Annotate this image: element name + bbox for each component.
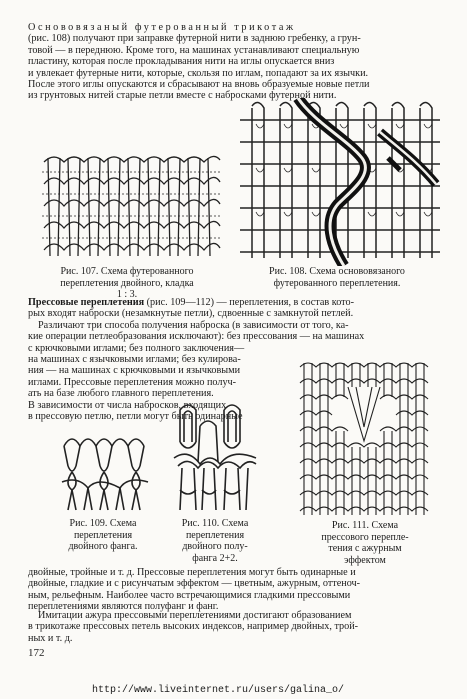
continuation-paragraph [28,567,440,613]
paragraph-line: в трикотаже прессовых петель высоких индексов, например двойных, трой- [28,621,359,633]
caption-line: эффектом [344,554,386,566]
figure-110-caption [160,518,270,564]
caption-line: двойного фанга. [68,541,138,552]
intro-line: Основовязаный футерованный трикотаж [28,22,296,33]
paragraph-line: рых входят наброски (незамкнутые петли), сдвоенные с замкнутой петлей. [28,308,354,320]
paragraph-line: ать на базе любого главного переплетения. [28,388,214,400]
caption-line: двойного полу- [182,541,248,552]
caption-line: фанга 2+2. [192,552,238,564]
caption-line: прессового перепле- [321,531,409,543]
figure-108-knit-diagram [240,98,440,266]
figure-109-caption [48,518,158,553]
paragraph-line: в прессовую петлю, петли могут быть одинарные [28,411,243,423]
caption-line: Рис. 110. Схема [181,518,249,529]
paragraph-line: ным, рельефным. Наиболее часто встречающимися гладкими прессовыми [28,589,351,601]
paragraph-first-line [28,297,440,308]
caption-line: переплетения двойного, кладка [60,277,194,289]
intro-line: и увлекает футерные нити, которые, скользя по иглам, попадают за их язычки. [28,67,369,79]
intro-line: товой — в переднюю. Кроме того, на машинах устанавливают специальную [28,44,360,56]
figure-107-knit-diagram [40,152,222,260]
paragraph-line: Имитации ажура прессовыми переплетениями достигают образованием [38,610,352,621]
paragraph-line: переплетениями являются полуфанг и фанг. [28,601,219,613]
paragraph-line: Различают три способа получения наброска (в зависимости от того, ка- [38,319,349,331]
caption-line: переплетения [73,529,133,541]
caption-line: Рис. 109. Схема [69,518,137,529]
figure-108-caption [232,266,442,289]
figure-107-caption [32,266,222,301]
paragraph-line: на машинах с язычковыми иглами; без кулирова- [28,354,241,366]
caption-line: Рис. 111. Схема [331,520,399,531]
intro-line: (рис. 108) получают при заправке футерной нити в заднюю гребенку, а грун- [28,33,361,45]
caption-line: 1 : 3. [116,289,138,300]
openwork-imitation-paragraph [28,610,440,644]
paragraph-line: В зависимости от числа набросков, входящих [28,399,227,411]
figure-109-knit-diagram [58,432,150,514]
figure-110-knit-diagram [170,402,260,514]
paragraph-line: кие операции петлеобразования исключают): без прессования — на машинах [28,331,365,343]
intro-line: пластину, которая после прокладывания нити на иглы опускается вниз [28,56,335,68]
paragraph-line: ных и т. д. [28,632,73,644]
intro-line: из грунтовых нитей старые петли вместе с набросками футерной нити. [28,90,337,102]
paragraph-line: двойные, гладкие и с рисунчатым эффектом — цветным, ажурным, оттеноч- [28,578,361,590]
figure-111-knit-diagram [296,357,436,517]
caption-line: Рис. 108. Схема основовязаного [269,266,405,277]
paragraph-line: с крючковыми иглами; без полного заключения— [28,342,245,354]
page-number: 172 [28,647,45,659]
caption-line: футерованного переплетения. [273,277,401,289]
paragraph-line: двойные, тройные и т. д. Прессовые переплетения могут быть одинарные и [28,567,356,578]
caption-line: тения с ажурным [328,543,402,554]
intro-line: После этого иглы опускаются и сбрасывают на вновь образуемые новые петли [28,79,370,91]
caption-line: Рис. 107. Схема футерованного [60,266,194,277]
term-heading: Прессовые переплетения [28,297,145,308]
figure-111-caption [290,520,440,566]
term-rest: (рис. 109—112) — переплетения, в состав кото- [144,297,354,308]
paragraph-line: ния — на машинах с крючковыми и язычковыми [28,365,241,377]
caption-line: переплетения [185,529,245,541]
watermark-url: http://www.liveinternet.ru/users/galina_o/ [92,685,345,696]
intro-paragraph [28,22,440,102]
paragraph-line: иглами. Прессовые переплетения можно получ- [28,376,237,388]
